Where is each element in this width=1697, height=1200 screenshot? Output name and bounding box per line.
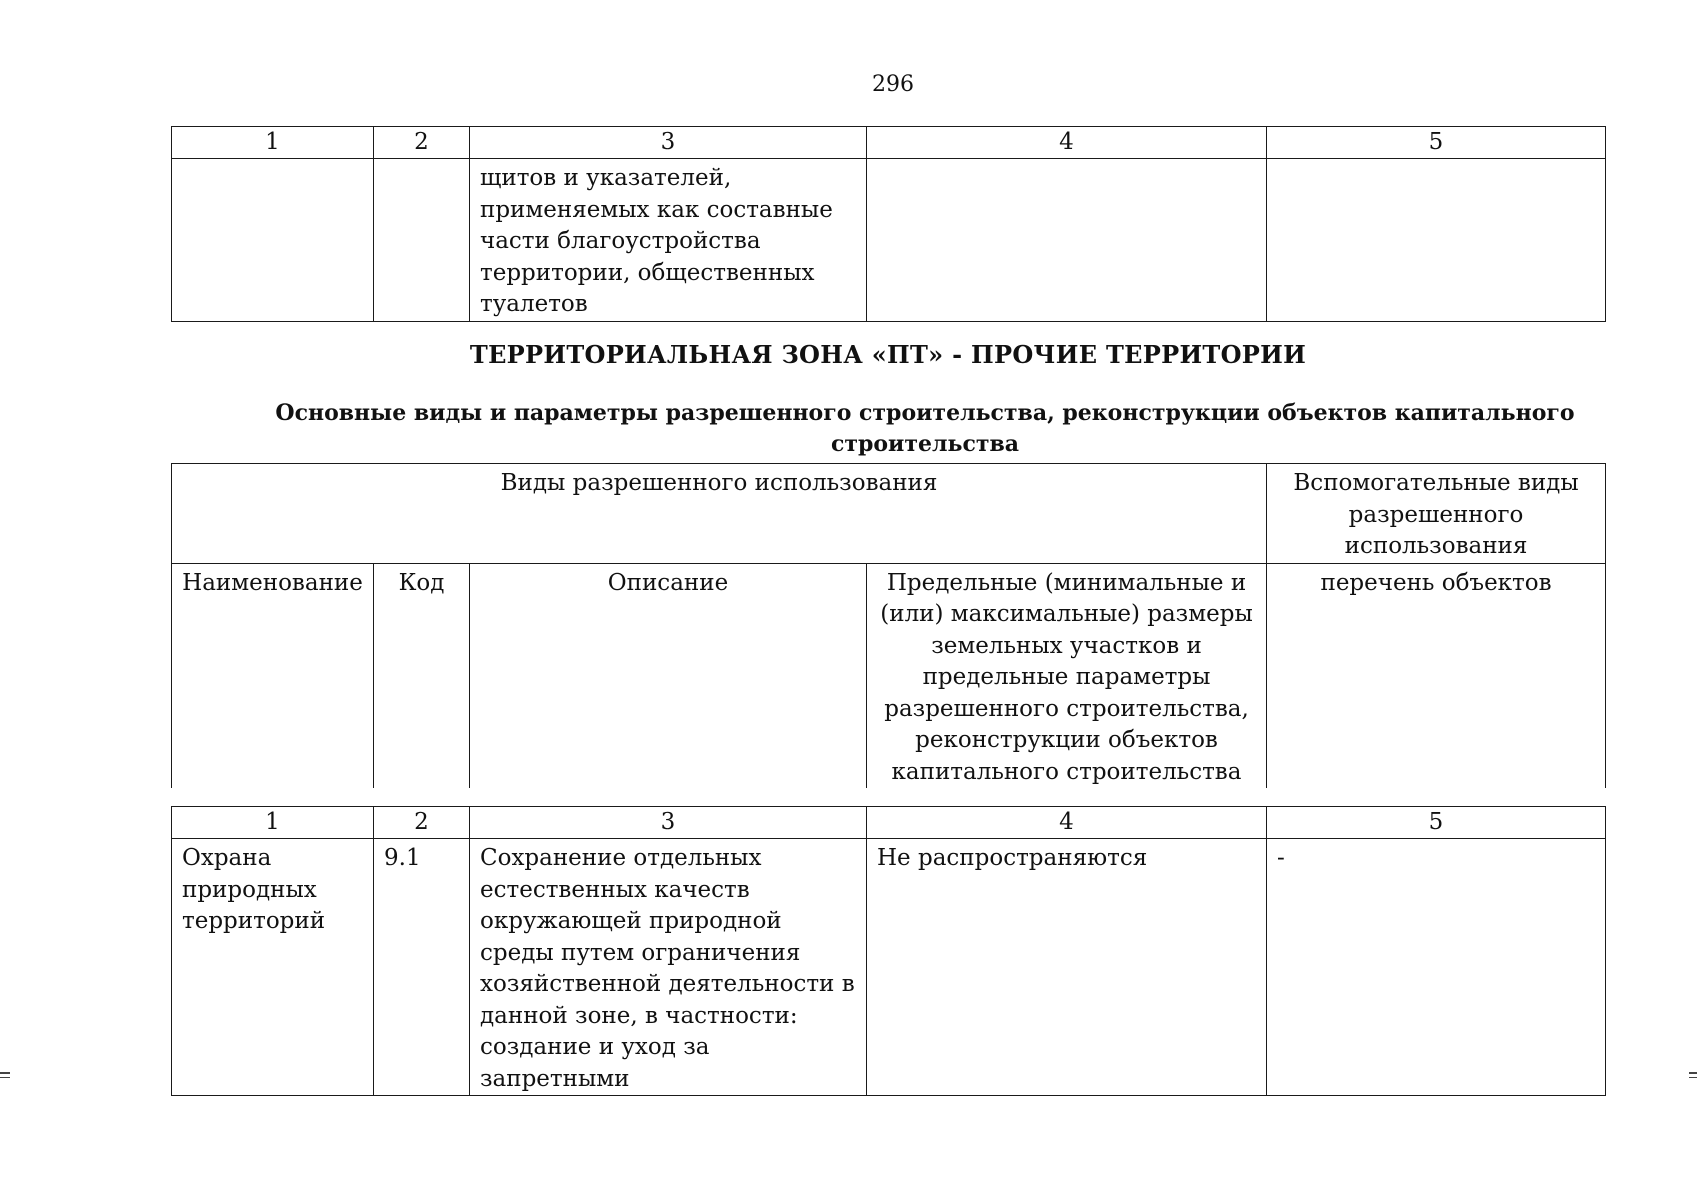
zone-title: ТЕРРИТОРИАЛЬНАЯ ЗОНА «ПТ» - ПРОЧИЕ ТЕРРИТОРИИ [469, 340, 1307, 369]
name-cell: Охрана природных территорий [172, 839, 374, 1096]
column-number: 5 [1267, 127, 1606, 159]
column-number: 1 [172, 807, 374, 839]
left-edge-mark [0, 1072, 10, 1084]
auxiliary-cell [1267, 159, 1606, 322]
data-table [171, 806, 1606, 1096]
description-cell: щитов и указателей, применяемых как составные части благоустройства территории, общественных туалетов [470, 159, 867, 322]
column-number: 4 [867, 127, 1267, 159]
header-table [171, 463, 1606, 788]
page-number: 296 [872, 72, 914, 97]
column-number: 5 [1267, 807, 1606, 839]
params-cell [867, 159, 1267, 322]
code-cell [374, 159, 470, 322]
header-aux: Вспомогательные виды разрешенного использования [1267, 464, 1606, 564]
table-row [172, 159, 1606, 322]
col-aux-list-header: перечень объектов [1267, 563, 1606, 788]
column-number: 3 [470, 127, 867, 159]
column-number-row [172, 127, 1606, 159]
col-name-header: Наименование [172, 563, 374, 788]
header-row-top [172, 464, 1606, 564]
column-number: 1 [172, 127, 374, 159]
auxiliary-cell: - [1267, 839, 1606, 1096]
description-cell: Сохранение отдельных естественных качеств окружающей природной среды путем ограничения хозяйственной деятельности в данной зоне, в частности: создание и уход за запретными [470, 839, 867, 1096]
header-main: Виды разрешенного использования [172, 464, 1267, 564]
column-number-row [172, 807, 1606, 839]
params-cell: Не распространяются [867, 839, 1267, 1096]
column-number: 4 [867, 807, 1267, 839]
column-number: 2 [374, 127, 470, 159]
column-number: 3 [470, 807, 867, 839]
col-description-header: Описание [470, 563, 867, 788]
table-row [172, 839, 1606, 1096]
code-cell: 9.1 [374, 839, 470, 1096]
header-row-columns [172, 563, 1606, 788]
continued-table [171, 126, 1606, 322]
col-code-header: Код [374, 563, 470, 788]
section-title: Основные виды и параметры разрешенного строительства, реконструкции объектов капитального строительства [275, 400, 1575, 457]
col-params-header: Предельные (минимальные и (или) максимальные) размеры земельных участков и предельные параметры разрешенного строительства, реконструкции объектов капитального строительства [867, 563, 1267, 788]
right-edge-mark [1689, 1072, 1697, 1084]
name-cell [172, 159, 374, 322]
column-number: 2 [374, 807, 470, 839]
